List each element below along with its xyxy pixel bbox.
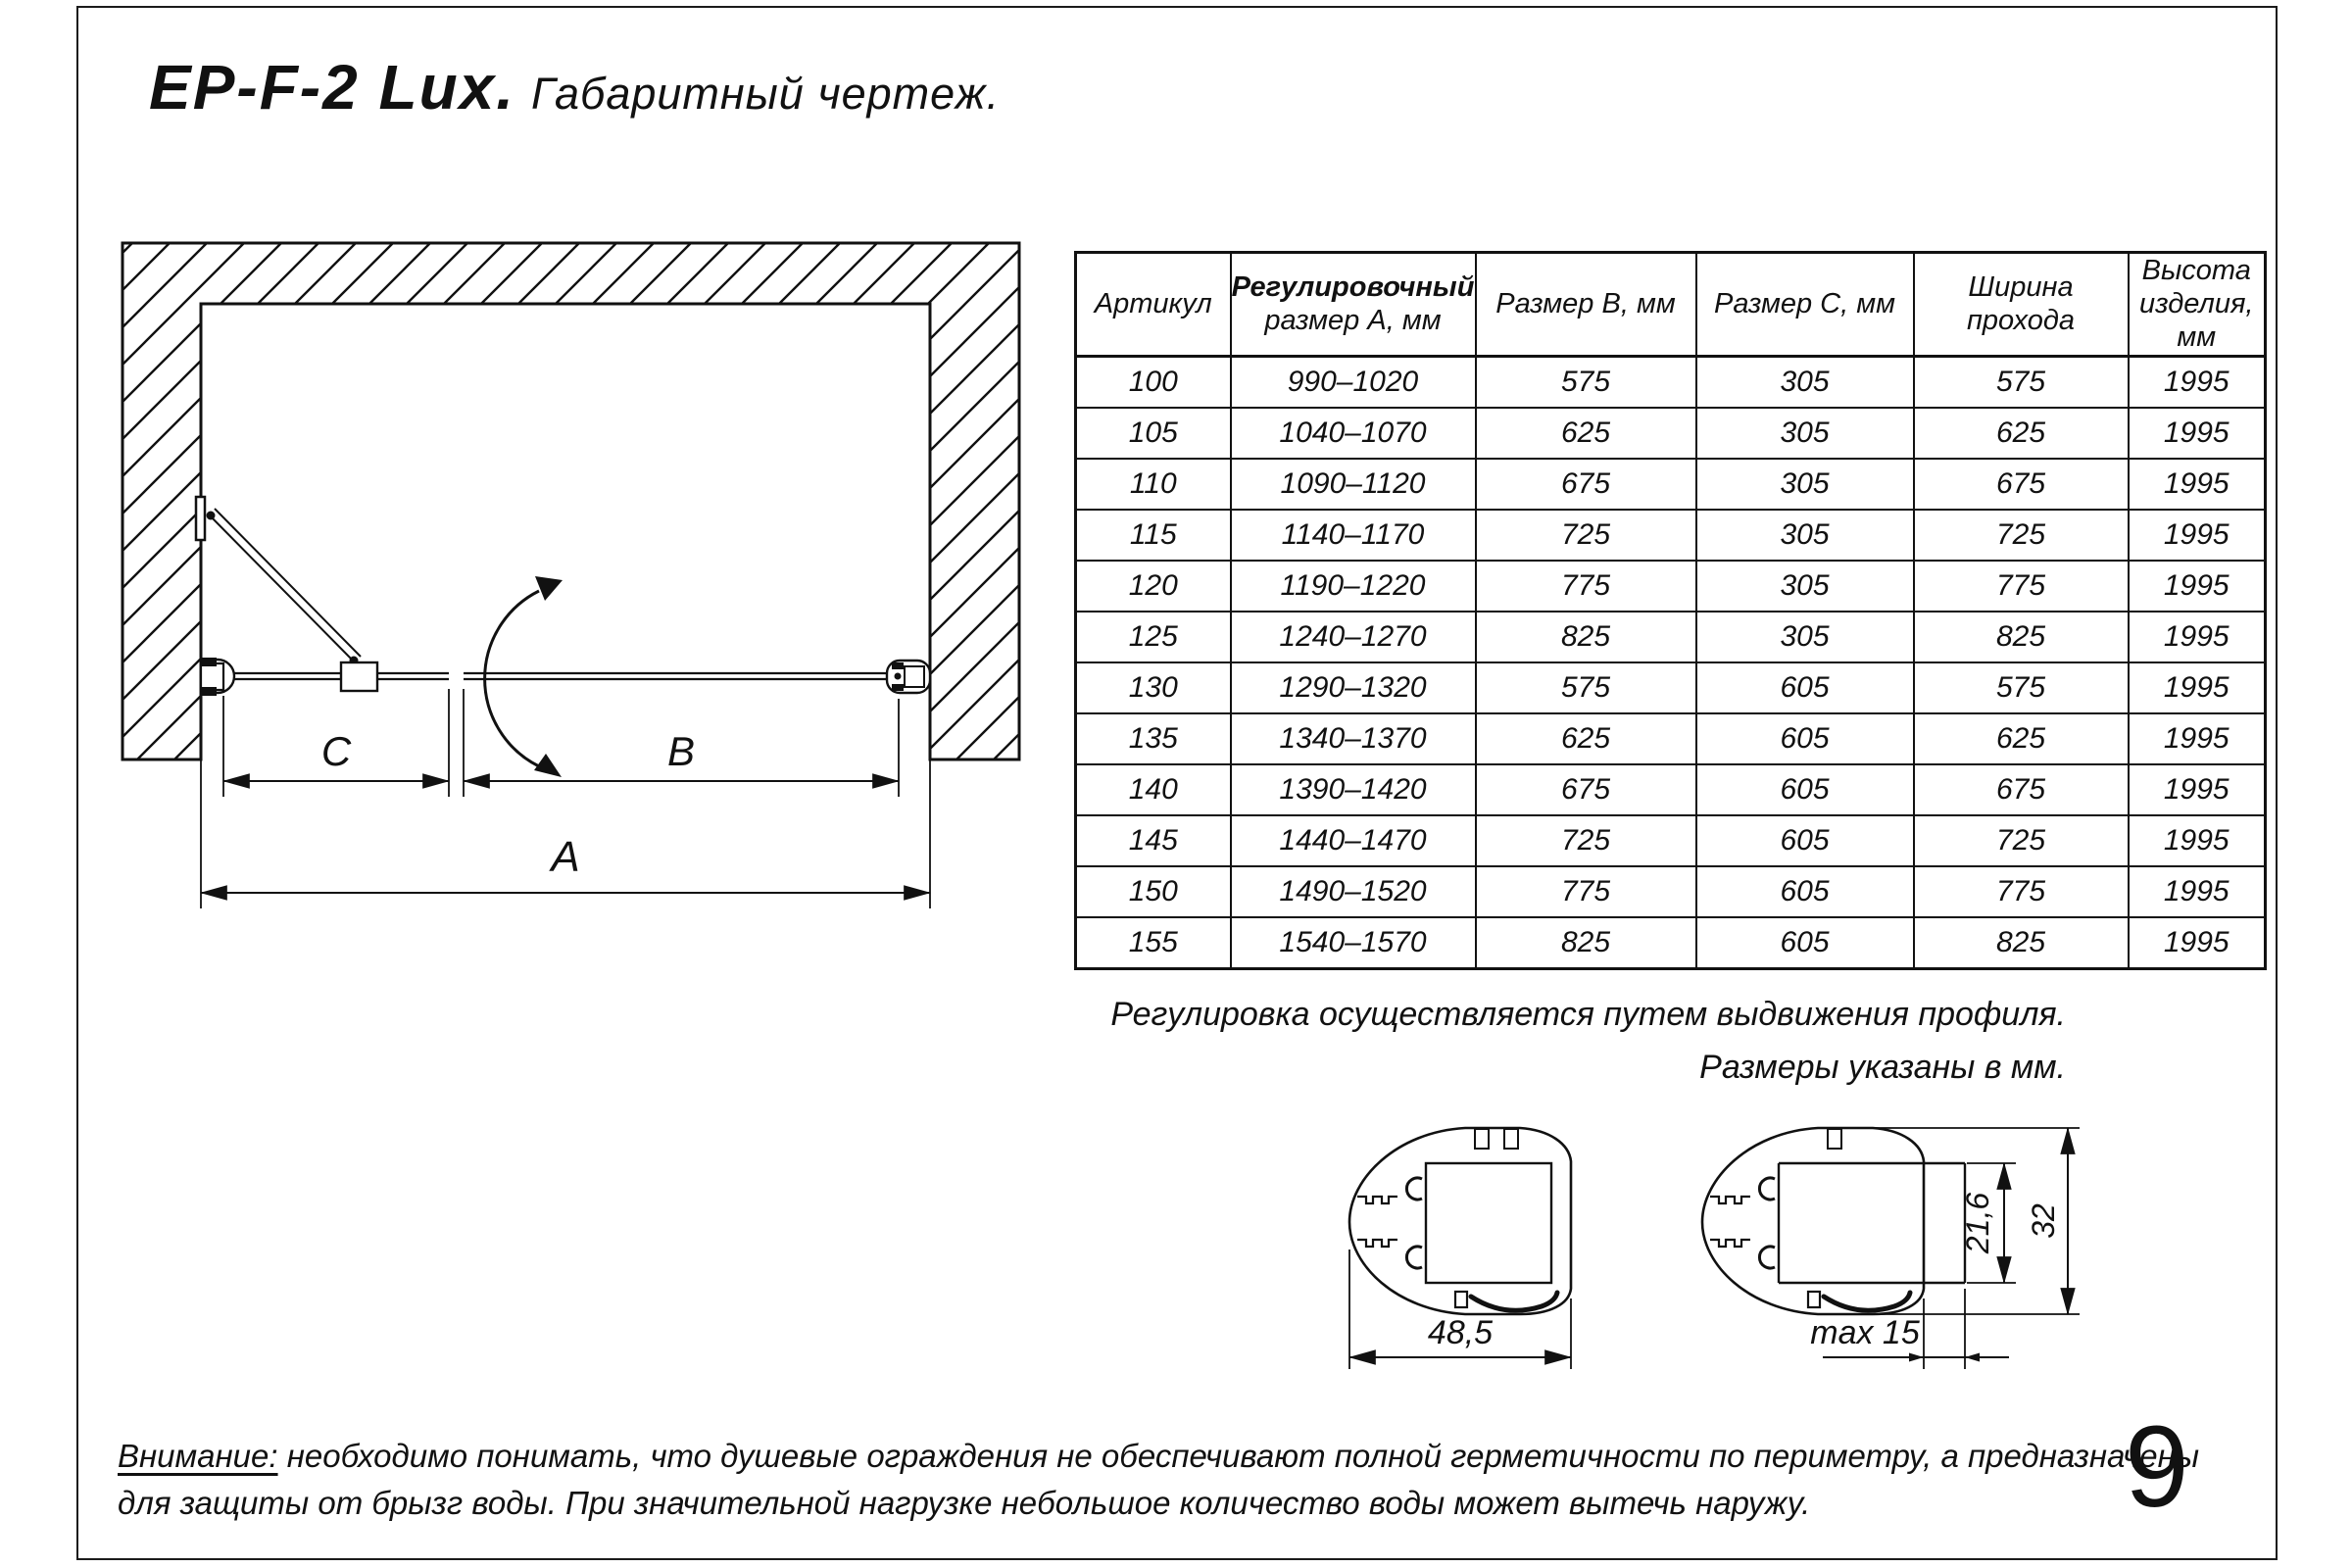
dim-label-a: A (551, 833, 580, 881)
page-title (149, 51, 1000, 123)
warning-line-2: для защиты от брызг воды. При значительной нагрузке небольшое количество воды может вытечь наружу. (118, 1484, 1811, 1521)
table-row: 155 1540–1570 825 605 825 1995 (1076, 917, 2266, 969)
warning-text (118, 1433, 2199, 1527)
door-swing-arc (485, 576, 563, 777)
table-row: 140 1390–1420 675 605 675 1995 (1076, 764, 2266, 815)
header-size-c: Размер С, мм (1696, 253, 1914, 357)
warning-label: Внимание: (118, 1438, 278, 1474)
fixed-panel-glass (227, 673, 449, 679)
table-row: 105 1040–1070 625 305 625 1995 (1076, 408, 2266, 459)
table-row: 150 1490–1520 775 605 775 1995 (1076, 866, 2266, 917)
model-name: EP-F-2 Lux. (149, 52, 516, 122)
wall-hatched (122, 243, 1019, 760)
wall-profile-right (887, 661, 930, 693)
dim-label-32: 32 (2026, 1203, 2061, 1239)
title-caption: Габаритный чертеж. (531, 69, 1001, 119)
dim-label-c: C (320, 728, 352, 774)
header-pass-width: Ширина прохода (1914, 253, 2129, 357)
table-body (1076, 356, 2266, 968)
adjustment-notes (1110, 988, 2066, 1095)
table-row: 115 1140–1170 725 305 725 1995 (1076, 510, 2266, 561)
table-row: 145 1440–1470 725 605 725 1995 (1076, 815, 2266, 866)
plan-view-drawing (108, 230, 1039, 916)
header-article: Артикул (1076, 253, 1231, 357)
dim-label-48-5: 48,5 (1427, 1314, 1494, 1351)
profile-section-right (1702, 1128, 1965, 1314)
dim-label-b: B (666, 728, 696, 774)
note-line-2: Размеры указаны в мм. (1699, 1049, 2066, 1087)
hinge-block (341, 662, 377, 691)
warning-line-1: Внимание: необходимо понимать, что душевые ограждения не обеспечивают полной герметичности по периметру, а предназначены (118, 1438, 2200, 1474)
table-row: 110 1090–1120 675 305 675 1995 (1076, 459, 2266, 510)
spec-table (1074, 251, 2267, 970)
door-panel-glass (464, 673, 899, 679)
dim-label-max-15: max 15 (1810, 1314, 1920, 1351)
dim-label-21-6: 21,6 (1960, 1192, 1995, 1254)
table-row: 100 990–1020 575 305 575 1995 (1076, 356, 2266, 408)
table-row: 135 1340–1370 625 605 625 1995 (1076, 713, 2266, 764)
profile-cross-sections (1328, 1102, 2132, 1406)
support-bar (196, 497, 361, 665)
dim-21-6 (1960, 1163, 2016, 1283)
header-height: Высота изделия, мм (2129, 253, 2266, 357)
table-row: 130 1290–1320 575 605 575 1995 (1076, 662, 2266, 713)
header-size-a: Регулировочный размер А, мм (1231, 253, 1476, 357)
note-line-1: Регулировка осуществляется путем выдвижения профиля. (1110, 996, 2066, 1033)
table-row: 120 1190–1220 775 305 775 1995 (1076, 561, 2266, 612)
profile-section-left (1349, 1128, 1571, 1314)
table-row: 125 1240–1270 825 305 825 1995 (1076, 612, 2266, 662)
table-header-row (1076, 253, 2266, 357)
header-size-b: Размер В, мм (1476, 253, 1696, 357)
page-number: 9 (2125, 1402, 2189, 1532)
wall-clamp-left (201, 658, 234, 696)
